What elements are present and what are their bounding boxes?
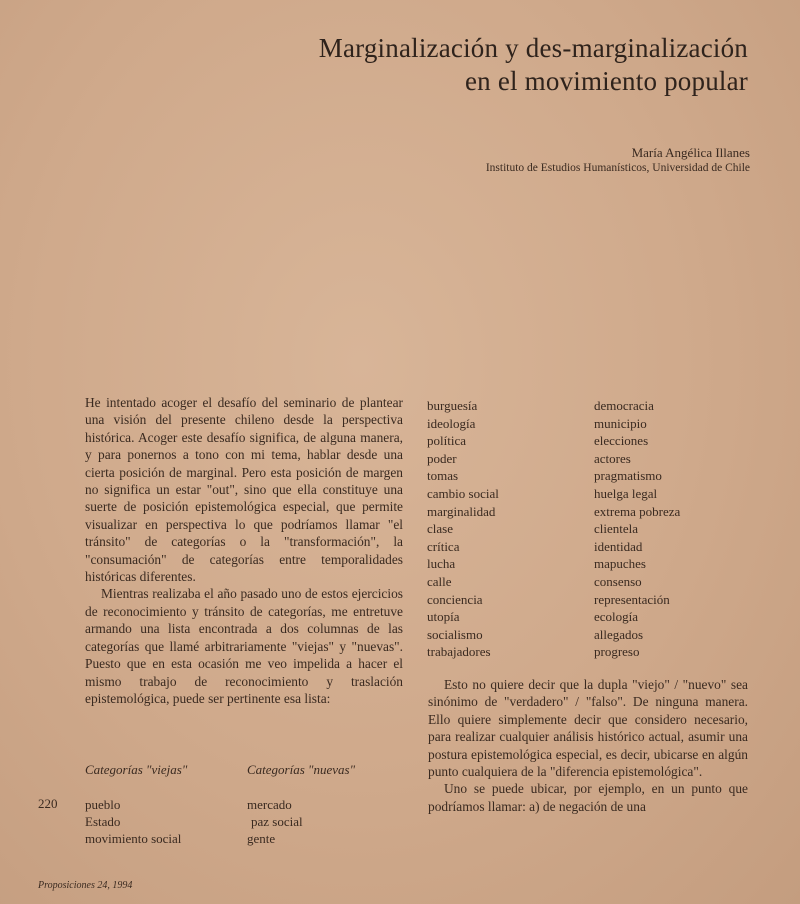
paragraph: Uno se puede ubicar, por ejemplo, en un punto que podríamos llamar: a) de negación de una [428,781,748,814]
old-term: burguesía [427,398,478,413]
paragraph: Esto no quiere decir que la dupla "viejo" / "nuevo" sea sinónimo de "verdadero" / "falso". De ninguna manera. Ello quiere simplemente decir que considero necesario, para realizar cualquier análisis histórico actual, asumir una postura epistemológica especial, es decir, ubicarse en algún punto cualquiera de la "diferencia epistemológica". [428,677,748,780]
new-category: mercado [247,797,292,812]
category-list [85,796,403,847]
old-term: poder [427,450,457,466]
old-term: ideología [427,415,476,431]
old-term: lucha [427,556,456,572]
table-row [427,608,747,626]
category-table [427,397,747,661]
table-row [427,450,747,468]
old-category: pueblo [85,797,121,812]
new-term: ecología [594,609,639,625]
header-new-categories: Categorías "nuevas" [247,762,356,777]
list-item [85,796,403,813]
header-old-categories: Categorías "viejas" [85,762,188,777]
new-term: progreso [594,644,640,660]
old-term: conciencia [427,591,483,607]
table-row [427,485,747,503]
author-institution: Instituto de Estudios Humanísticos, Universidad de Chile [485,162,750,174]
table-row [427,591,747,609]
table-row [427,467,747,485]
new-term: representación [594,591,670,607]
new-term: clientela [594,521,639,537]
table-row [427,643,747,661]
table-row [427,503,747,521]
new-term: allegados [594,626,644,642]
table-row [427,573,747,591]
list-item [85,830,403,847]
old-term: socialismo [427,626,483,642]
title-line-2: en el movimiento popular [465,66,748,96]
old-term: clase [427,521,453,537]
new-category: gente [247,831,276,846]
new-term: identidad [594,538,643,554]
article-title [148,32,748,98]
title-line-1: Marginalización y des-marginalización [318,33,748,63]
new-term: elecciones [594,433,649,449]
page-number: 220 [38,796,58,811]
left-column [85,394,403,707]
table-row [427,432,747,450]
paragraph: Mientras realizaba el año pasado uno de estos ejercicios de reconocimiento y tránsito de categorías, me entretuve armando una lista encontrada a dos columnas de las categorías que llamé arbitrariamente "viejas" y "nuevas". Puesto que en esta ocasión me veo impelida a hacer el mismo trabajo de reconocimiento y traslación epistemológica, puede ser pertinente esa lista: [85,586,403,706]
old-term: tomas [427,468,459,484]
old-term: calle [427,573,452,589]
new-category: paz social [251,814,303,829]
paragraph: He intentado acoger el desafío del seminario de plantear una visión del presente chileno desde la perspectiva histórica. Acoger este desafío significa, de alguna manera, y para ponernos a tono con mi tema, hablar desde una cierta posición de marginal. Pero esta posición de margen no significa un estar "out", sino que ella constituye una suerte de posición epistemológica especial, que permite visualizar en perspectiva lo que podríamos llamar "el tránsito" de categorías o la "transformación", la "consumación" de categorías entre temporalidades históricas diferentes. [85,395,403,585]
new-term: consenso [594,573,642,589]
old-term: marginalidad [427,503,496,519]
old-term: crítica [427,538,460,554]
old-term: política [427,433,466,449]
new-term: actores [594,450,631,466]
old-term: utopía [427,609,460,625]
old-category: Estado [85,814,121,829]
new-term: democracia [594,398,654,413]
new-term: municipio [594,415,647,431]
new-term: huelga legal [594,485,658,501]
old-term: cambio social [427,485,499,501]
old-category: movimiento social [85,831,182,846]
table-row [427,555,747,573]
new-term: pragmatismo [594,468,662,484]
table-row [427,538,747,556]
list-item [85,813,403,830]
right-column [428,676,748,815]
table-row [427,520,747,538]
new-term: extrema pobreza [594,503,681,519]
new-term: mapuches [594,556,646,572]
author-name: María Angélica Illanes [631,145,750,160]
table-row [427,415,747,433]
journal-footer: Proposiciones 24, 1994 [38,880,133,891]
table-row [427,397,747,415]
old-term: trabajadores [427,644,491,660]
table-row [427,626,747,644]
